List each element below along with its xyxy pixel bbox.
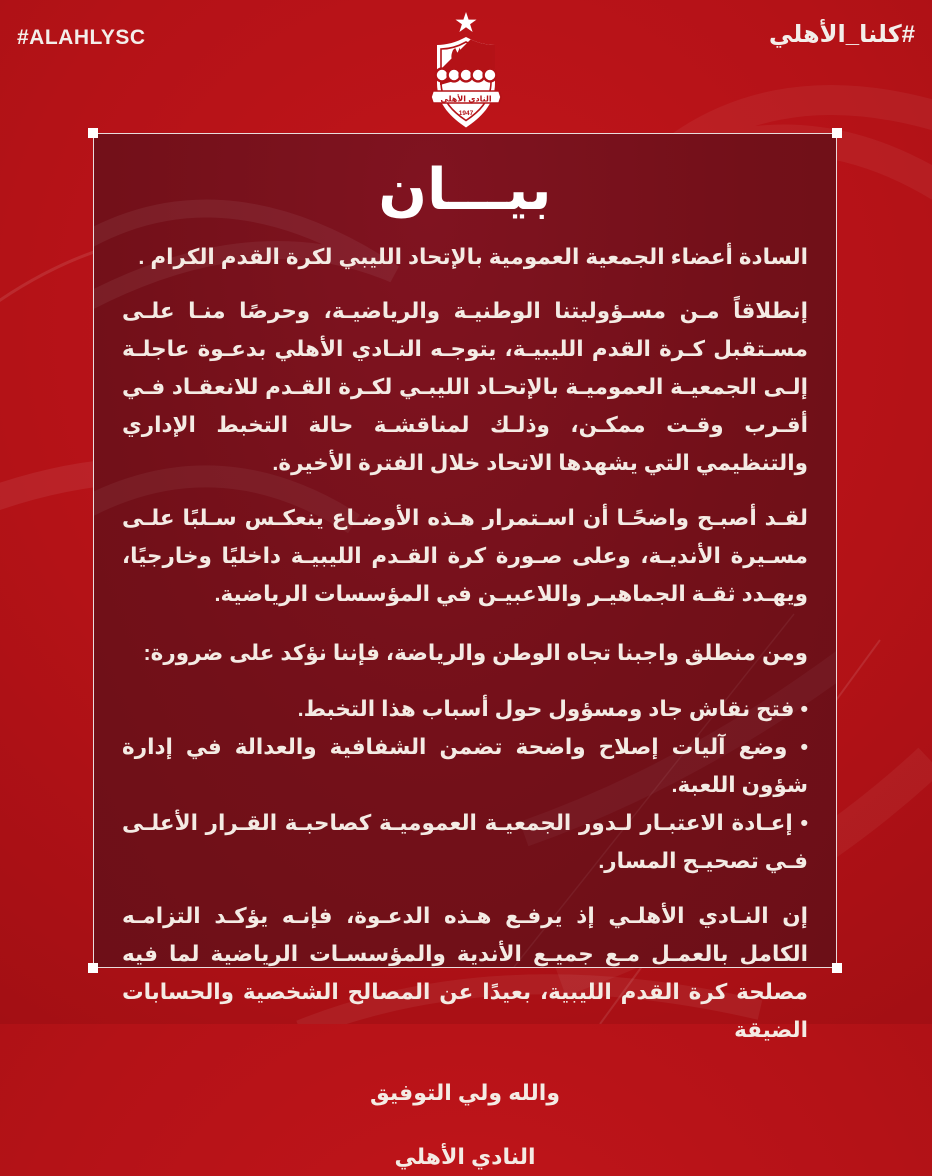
- statement-card: [93, 133, 837, 1169]
- paragraph-3: إن النـادي الأهلـي إذ يرفـع هـذه الدعـوة، فإنـه يؤكـد التزامـه الكامل بالعمـل مـع جميـع الأندية والمؤسسـات الرياضية لما فيه مصلحة كرة القدم الليبية، بعيدًا عن المصالح الشخصية والحسابات الضيقة: [122, 903, 808, 1042]
- corner-handle-bottom-left: [88, 963, 98, 973]
- paragraph-1: إنطلاقاً مـن مسـؤوليتنا الوطنيـة والرياضيـة، وحرصًا منـا علـى مسـتقبل كـرة القدم الليبيـة، يتوجـه النـادي الأهلي بدعـوة عاجلـة إلـى الجمعيـة العموميـة بالإتحـاد الليبـي لكـرة القـدم للانعقـاد فـي أقـرب وقـت ممكـن، وذلـك لمناقشـة حالة التخبط الإداري والتنظيمي التي يشهدها الاتحاد خلال الفترة الأخيرة.: [122, 298, 808, 475]
- hashtag-latin: #ALAHLYSC: [17, 26, 146, 49]
- corner-handle-bottom-right: [832, 963, 842, 973]
- star-icon: [456, 12, 477, 32]
- prayer-line: والله ولي التوفيق: [369, 1079, 560, 1105]
- club-crest-icon: [416, 12, 516, 134]
- signature-line: النادي الأهلي: [394, 1143, 536, 1169]
- corner-handle-top-left: [88, 128, 98, 138]
- salutation-line: السادة أعضاء الجمعية العمومية بالإتحاد الليبي لكرة القدم الكرام .: [138, 244, 808, 269]
- list-intro-line: ومن منطلق واجبنا تجاه الوطن والرياضة، فإننا نؤكد على ضرورة:: [143, 640, 808, 665]
- statement-content: [94, 134, 836, 1169]
- bullet-item: • فتح نقاش جاد ومسؤول حول أسباب هذا التخبط.: [297, 696, 808, 721]
- club-crest: [416, 12, 516, 139]
- rings-icon: [436, 69, 497, 82]
- hashtag-arabic: #كلنا_الأهلي: [768, 21, 915, 48]
- bullet-item: • وضع آليات إصلاح واضحة تضمن الشفافية والعدالة في إدارة شؤون اللعبة.: [122, 734, 808, 797]
- corner-handle-top-right: [832, 128, 842, 138]
- crest-club-name: النادي الأهلي: [440, 94, 492, 104]
- bullet-item: • إعـادة الاعتبـار لـدور الجمعيـة العموميـة كصاحبـة القـرار الأعلـى فـي تصحيـح المسار.: [122, 810, 808, 873]
- bullet-list: [122, 690, 808, 880]
- crest-year: 1947: [458, 110, 474, 117]
- paragraph-2: لقـد أصبـح واضحًـا أن اسـتمرار هـذه الأوضـاع ينعكـس سـلبًا علـى مسـيرة الأنديـة، وعلى صـورة كرة القـدم الليبيـة داخليًا وخارجيًا، ويهـدد ثقـة الجماهيـر واللاعبيـن في المؤسسات الرياضية.: [122, 505, 808, 606]
- statement-title: بيـــان: [378, 158, 552, 222]
